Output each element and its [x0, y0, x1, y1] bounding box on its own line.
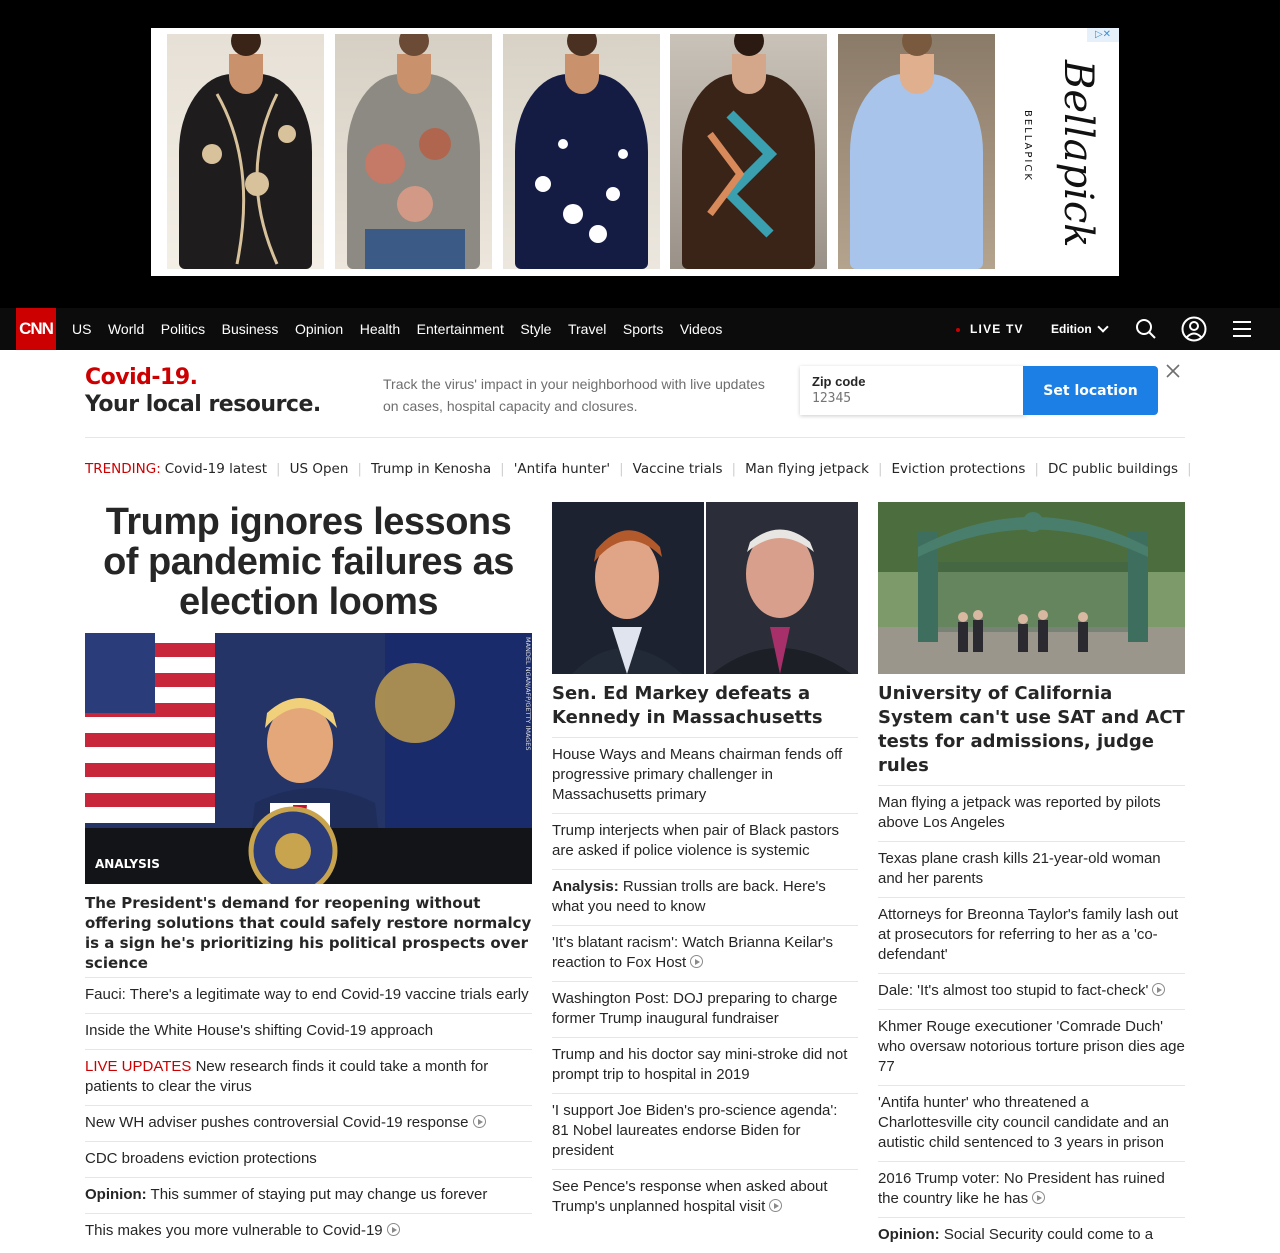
- analysis-tag: ANALYSIS: [95, 857, 160, 871]
- story-link[interactable]: Trump interjects when pair of Black pastors are asked if police violence is systemic: [552, 813, 858, 869]
- menu-icon[interactable]: [1231, 317, 1255, 341]
- account-icon[interactable]: [1181, 316, 1207, 342]
- nav-links: [72, 308, 739, 350]
- play-icon: [690, 955, 703, 968]
- markey-kennedy-image[interactable]: [552, 502, 858, 674]
- story-link[interactable]: House Ways and Means chairman fends off progressive primary challenger in Massachusetts primary: [552, 737, 858, 813]
- ad-photo-4[interactable]: [670, 34, 827, 269]
- story-link[interactable]: Opinion: Social Security could come to a: [878, 1217, 1185, 1253]
- trending-label: TRENDING:: [85, 461, 161, 477]
- story-link[interactable]: Khmer Rouge executioner 'Comrade Duch' who oversaw notorious torture prison dies age 77: [878, 1009, 1185, 1085]
- brand-small-text: BELLAPICK: [1022, 110, 1033, 182]
- trending-item[interactable]: 'Antifa hunter': [513, 461, 611, 477]
- ad-photo-3[interactable]: [503, 34, 660, 269]
- trending-bar: TRENDING: Covid-19 latest | US Open | Trump in Kenosha | 'Antifa hunter' | Vaccine trials | Man flying jetpack | Eviction protections | DC public buildings |: [85, 461, 1192, 477]
- covid-banner-title: Covid-19. Your local resource.: [85, 365, 321, 417]
- story-link[interactable]: Texas plane crash kills 21-year-old woman and her parents: [878, 841, 1185, 897]
- play-icon: [1032, 1191, 1045, 1204]
- right-column: [878, 502, 1185, 1253]
- nav-link-videos[interactable]: Videos: [679, 321, 723, 337]
- nav-link-us[interactable]: US: [72, 321, 92, 337]
- zip-code-label: Zip code: [812, 374, 866, 389]
- lead-caption[interactable]: The President's demand for reopening without offering solutions that could safely restore normalcy is a sign he's prioritizing his political prospects over science: [85, 894, 532, 972]
- covid-banner-description: Track the virus' impact in your neighborhood with live updates on cases, hospital capacity and closures.: [383, 376, 765, 414]
- photo-credit: MANDEL NGAN/AFP/GETTY IMAGES: [524, 637, 532, 751]
- story-link[interactable]: See Pence's response when asked about Trump's unplanned hospital visit: [552, 1169, 858, 1225]
- play-icon: [1152, 983, 1165, 996]
- story-link[interactable]: This makes you more vulnerable to Covid-19: [85, 1213, 532, 1249]
- live-dot-icon: [956, 328, 960, 332]
- cnn-logo[interactable]: CNN: [16, 308, 56, 350]
- search-icon[interactable]: [1134, 317, 1158, 341]
- ad-banner[interactable]: [0, 0, 1280, 308]
- uc-gate-image[interactable]: [878, 502, 1185, 674]
- live-tv-link[interactable]: LIVE TV: [956, 308, 1024, 350]
- chevron-down-icon: [1097, 321, 1108, 332]
- story-link[interactable]: Man flying a jetpack was reported by pilots above Los Angeles: [878, 785, 1185, 841]
- trending-item[interactable]: Vaccine trials: [632, 461, 723, 477]
- close-icon[interactable]: [1164, 362, 1182, 380]
- lead-image[interactable]: [85, 633, 532, 884]
- nav-link-entertainment[interactable]: Entertainment: [416, 321, 504, 337]
- nav-link-opinion[interactable]: Opinion: [294, 321, 344, 337]
- trending-item[interactable]: US Open: [289, 461, 349, 477]
- nav-link-travel[interactable]: Travel: [567, 321, 607, 337]
- story-link[interactable]: Attorneys for Breonna Taylor's family lash out at prosecutors for referring to her as a 'co-defendant': [878, 897, 1185, 973]
- middle-column: [552, 502, 858, 1225]
- ad-photo-1[interactable]: [167, 34, 324, 269]
- trending-item[interactable]: Man flying jetpack: [745, 461, 869, 477]
- nav-link-health[interactable]: Health: [359, 321, 401, 337]
- ad-brand-logo[interactable]: [1013, 40, 1113, 268]
- story-link[interactable]: Inside the White House's shifting Covid-19 approach: [85, 1013, 532, 1049]
- trending-item[interactable]: Eviction protections: [891, 461, 1026, 477]
- set-location-button[interactable]: Set location: [1023, 366, 1158, 415]
- adchoices-icon[interactable]: ▷✕: [1087, 28, 1119, 42]
- story-link[interactable]: Dale: 'It's almost too stupid to fact-check': [878, 973, 1185, 1009]
- lead-headline[interactable]: Trump ignores lessons of pandemic failures as election looms: [103, 501, 514, 623]
- nav-link-business[interactable]: Business: [221, 321, 279, 337]
- story-link[interactable]: New WH adviser pushes controversial Covid-19 response: [85, 1105, 532, 1141]
- zip-code-field[interactable]: [800, 366, 1026, 415]
- nav-link-world[interactable]: World: [107, 321, 145, 337]
- top-nav: [0, 308, 1280, 350]
- story-link[interactable]: CDC broadens eviction protections: [85, 1141, 532, 1177]
- ad-box[interactable]: [151, 28, 1119, 276]
- nav-link-politics[interactable]: Politics: [160, 321, 206, 337]
- brand-script-text: Bellapick: [1055, 60, 1101, 248]
- zip-code-input[interactable]: [812, 391, 1012, 406]
- ad-photo-2[interactable]: [335, 34, 492, 269]
- story-link[interactable]: Analysis: Russian trolls are back. Here's what you need to know: [552, 869, 858, 925]
- live-updates-tag: LIVE UPDATES: [85, 1058, 192, 1075]
- play-icon: [387, 1223, 400, 1236]
- story-link[interactable]: Washington Post: DOJ preparing to charge former Trump inaugural fundraiser: [552, 981, 858, 1037]
- story-link[interactable]: Trump and his doctor say mini-stroke did not prompt trip to hospital in 2019: [552, 1037, 858, 1093]
- card-headline[interactable]: Sen. Ed Markey defeats a Kennedy in Massachusetts: [552, 683, 823, 728]
- story-link[interactable]: 'Antifa hunter' who threatened a Charlottesville city council candidate and an autistic child sentenced to 3 years in prison: [878, 1085, 1185, 1161]
- lead-column: [85, 500, 532, 1249]
- nav-link-style[interactable]: Style: [520, 321, 552, 337]
- nav-link-sports[interactable]: Sports: [622, 321, 664, 337]
- story-link[interactable]: LIVE UPDATES New research finds it could take a month for patients to clear the virus: [85, 1049, 532, 1105]
- story-link[interactable]: Opinion: This summer of staying put may change us forever: [85, 1177, 532, 1213]
- trending-item[interactable]: DC public buildings: [1047, 461, 1179, 477]
- edition-dropdown[interactable]: Edition: [1051, 308, 1107, 350]
- trending-item[interactable]: Trump in Kenosha: [370, 461, 492, 477]
- trending-item[interactable]: Covid-19 latest: [164, 461, 268, 477]
- story-link[interactable]: Fauci: There's a legitimate way to end Covid-19 vaccine trials early: [85, 977, 532, 1013]
- card-headline[interactable]: University of California System can't use SAT and ACT tests for admissions, judge rules: [878, 683, 1185, 776]
- ad-photo-5[interactable]: [838, 34, 995, 269]
- divider: [85, 437, 1185, 438]
- story-link[interactable]: 'I support Joe Biden's pro-science agenda': 81 Nobel laureates endorse Biden for president: [552, 1093, 858, 1169]
- story-link[interactable]: 2016 Trump voter: No President has ruined the country like he has: [878, 1161, 1185, 1217]
- story-link[interactable]: 'It's blatant racism': Watch Brianna Keilar's reaction to Fox Host: [552, 925, 858, 981]
- play-icon: [473, 1115, 486, 1128]
